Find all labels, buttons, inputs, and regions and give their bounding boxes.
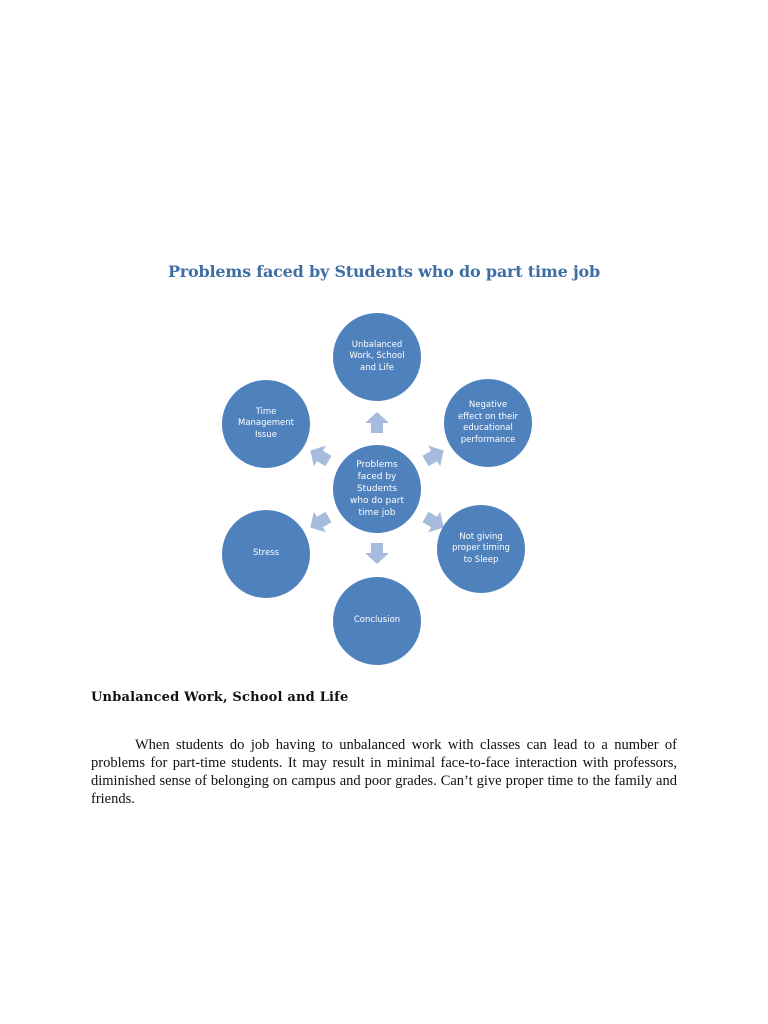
node-label: Problems faced by Students who do part time job bbox=[350, 460, 404, 518]
node-label: Negative effect on their educational performance bbox=[457, 400, 519, 445]
node-sleep bbox=[437, 505, 525, 593]
arrow-upper-right bbox=[419, 440, 449, 471]
arrow-lower-left bbox=[304, 507, 334, 538]
node-label: Not giving proper timing to Sleep bbox=[452, 531, 510, 565]
node-label: Unbalanced Work, School and Life bbox=[349, 339, 405, 373]
arrow-upper-left bbox=[304, 440, 334, 471]
node-label: Stress bbox=[252, 548, 280, 559]
node-time-management bbox=[222, 380, 310, 468]
node-negative-effect bbox=[444, 379, 532, 467]
node-unbalanced-work bbox=[333, 313, 421, 401]
node-conclusion bbox=[333, 577, 421, 665]
node-label: Conclusion bbox=[353, 615, 401, 626]
body-paragraph: When students do job having to unbalanced work with classes can lead to a number of problems for part-time students. It may result in minimal face-to-face interaction with professors, diminished sense of belonging on campus and poor grades. Can’t give proper time to the family and friends. bbox=[91, 737, 677, 807]
node-stress bbox=[222, 510, 310, 598]
arrow-up bbox=[365, 412, 389, 433]
node-label: Time Management Issue bbox=[238, 406, 294, 440]
section-heading: Unbalanced Work, School and Life bbox=[91, 690, 349, 705]
diagram-title: Problems faced by Students who do part time job bbox=[167, 262, 601, 281]
node-center bbox=[333, 445, 421, 533]
arrow-down bbox=[365, 543, 389, 564]
